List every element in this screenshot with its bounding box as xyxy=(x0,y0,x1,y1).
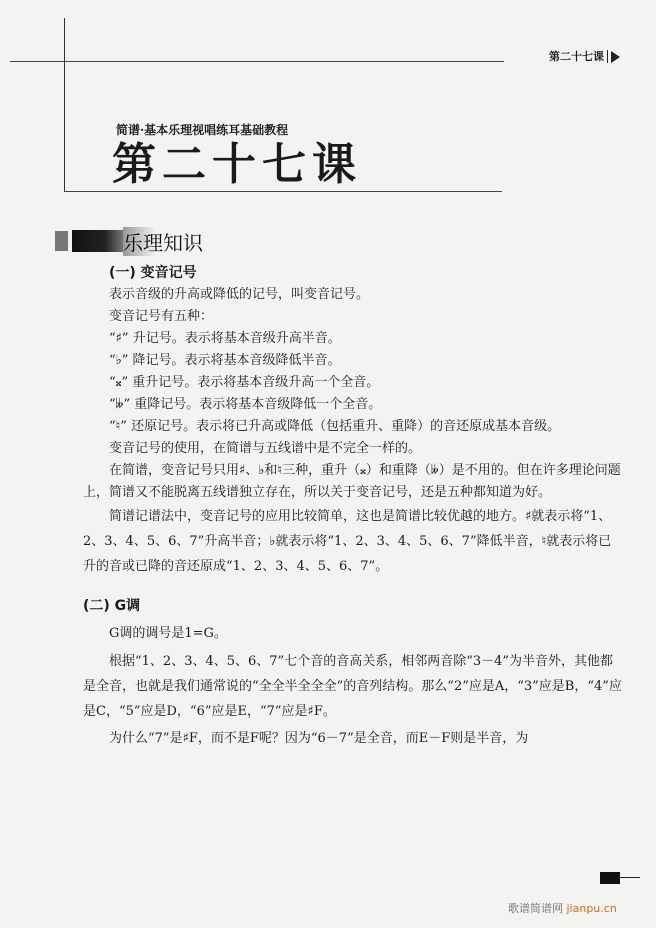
paragraph: 在简谱，变音记号只用♯、♭和♮三种，重升（𝄪）和重降（𝄫）是不用的。但在许多理论问题上，简谱又不能脱离五线谱独立存在，所以关于变音记号，还是五种都知道为好。 xyxy=(83,463,621,500)
banner-block-icon xyxy=(55,231,68,251)
paragraph: 表示音级的升高或降低的记号，叫变音记号。 xyxy=(109,287,370,302)
double-flat-definition: “𝄫” 重降记号。表示将基本音级降低一个全音。 xyxy=(109,397,382,412)
double-sharp-definition: “𝄪” 重升记号。表示将基本音级升高一个全音。 xyxy=(109,375,380,390)
header-rule xyxy=(10,61,504,62)
watermark-site: jianpu.cn xyxy=(566,902,617,915)
natural-definition: “♮” 还原记号。表示将已升高或降低（包括重升、重降）的音还原成基本音级。 xyxy=(109,419,561,434)
paragraph: G调的调号是1=G。 xyxy=(109,626,227,641)
flat-definition: “♭” 降记号。表示将基本音级降低半音。 xyxy=(109,353,341,368)
body-content xyxy=(83,262,623,750)
triangle-right-icon xyxy=(611,51,620,63)
paragraph: 变音记号有五种： xyxy=(109,309,214,324)
watermark xyxy=(508,900,617,916)
section-title: 乐理知识 xyxy=(123,227,205,256)
subsection-heading-1: (一) 变音记号 xyxy=(109,265,197,281)
watermark-cn: 歌谱简谱网 xyxy=(508,902,563,915)
paragraph: 根据“1、2、3、4、5、6、7”七个音的音高关系，相邻两音除“3－4”为半音外，其他都是全音，也就是我们通常说的“全全半全全全”的音列结构。那么“2”应是A，“3”应是B，“4”应是C，“5”应是D，“6”应是E，“7”应是♯F。 xyxy=(83,654,622,719)
book-title: 简谱·基本乐理视唱练耳基础教程 xyxy=(116,123,289,137)
title-rule xyxy=(64,191,502,192)
lesson-title: 第二十七课 xyxy=(112,139,362,190)
paragraph: 为什么“7”是♯F，而不是F呢？因为“6－7”是全音，而E－F则是半音，为 xyxy=(109,731,529,746)
paragraph: 简谱记谱法中，变音记号的应用比较简单，这也是简谱比较优越的地方。♯就表示将“1、2、3、4、5、6、7”升高半音；♭就表示将“1、2、3、4、5、6、7”降低半音，♮就表示将已升的音或已降的音还原成“1、2、3、4、5、6、7”。 xyxy=(83,509,612,574)
running-head-text: 第二十七课 xyxy=(549,50,608,63)
page-number-rule xyxy=(620,877,640,878)
banner-gradient-bar xyxy=(72,230,127,252)
margin-vertical-rule xyxy=(64,18,65,191)
running-head xyxy=(549,50,620,63)
subsection-heading-2: (二) G调 xyxy=(83,598,141,614)
page-number-block xyxy=(600,872,620,884)
section-banner xyxy=(55,230,205,255)
paragraph: 变音记号的使用，在简谱与五线谱中是不完全一样的。 xyxy=(109,441,422,456)
sharp-definition: “♯” 升记号。表示将基本音级升高半音。 xyxy=(109,331,341,346)
